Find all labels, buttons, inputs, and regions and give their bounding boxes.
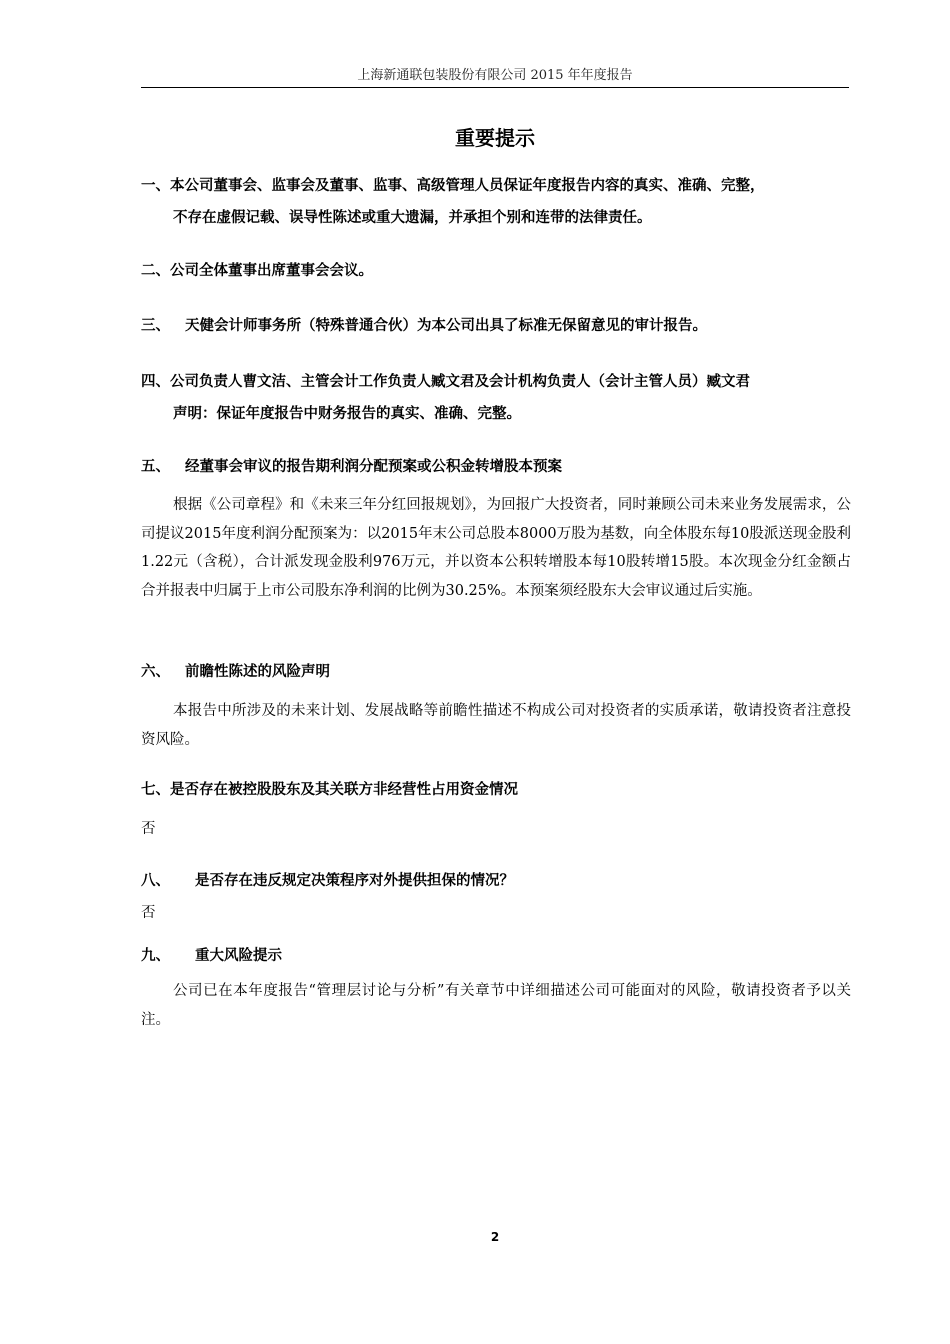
section-5-heading: [141, 451, 851, 483]
section-8-title: 是否存在违反规定决策程序对外提供担保的情况？: [195, 873, 514, 889]
section-5-title: 经董事会审议的报告期利润分配预案或公积金转增股本预案: [185, 459, 562, 475]
section-9-heading: [141, 940, 851, 972]
section-3-text: 天健会计师事务所（特殊普通合伙）为本公司出具了标准无保留意见的审计报告。: [185, 318, 707, 334]
section-7-heading: [141, 774, 851, 806]
page-title: 重要提示: [455, 126, 535, 150]
running-header: 上海新通联包装股份有限公司 2015 年年度报告: [357, 68, 633, 83]
section-4-line1: 公司负责人曹文洁、主管会计工作负责人臧文君及会计机构负责人（会计主管人员）臧文君: [170, 374, 750, 390]
section-2: [141, 255, 851, 287]
section-9-title: 重大风险提示: [195, 948, 282, 964]
section-7-answer: 否: [141, 821, 156, 837]
section-1-line2: 不存在虚假记载、误导性陈述或重大遗漏，并承担个别和连带的法律责任。: [173, 210, 652, 226]
section-3: [141, 310, 851, 342]
section-2-text: 公司全体董事出席董事会会议。: [170, 263, 373, 279]
section-1-line1: 本公司董事会、监事会及董事、监事、高级管理人员保证年度报告内容的真实、准确、完整，: [170, 178, 765, 194]
page-number: 2: [490, 1230, 500, 1244]
section-6-number: 六、: [141, 664, 170, 680]
section-2-number: 二、: [141, 263, 170, 279]
section-7-number: 七、: [141, 782, 170, 798]
section-6-body: 本报告中所涉及的未来计划、发展战略等前瞻性描述不构成公司对投资者的实质承诺，敬请投资者注意投资风险。: [141, 703, 851, 748]
section-6-title: 前瞻性陈述的风险声明: [185, 664, 330, 680]
section-8-number: 八、: [141, 873, 170, 889]
section-9-body: 公司已在本年度报告“管理层讨论与分析”有关章节中详细描述公司可能面对的风险，敬请投资者予以关注。: [141, 983, 851, 1028]
section-6-heading: [141, 656, 851, 688]
section-9-number: 九、: [141, 948, 170, 964]
section-8-heading: [141, 865, 851, 897]
section-3-number: 三、: [141, 318, 170, 334]
section-5-number: 五、: [141, 459, 170, 475]
section-7-title: 是否存在被控股股东及其关联方非经营性占用资金情况: [170, 782, 518, 798]
section-4: [141, 366, 851, 430]
section-1-number: 一、: [141, 178, 170, 194]
section-1: [141, 170, 851, 234]
section-5-body: 根据《公司章程》和《未来三年分红回报规划》，为回报广大投资者，同时兼顾公司未来业务发展需求，公司提议2015年度利润分配预案为：以2015年末公司总股本8000万股为基数，向全体股东每10股派送现金股利1.22元（含税），合计派发现金股利976万元，并以资本公积转增股本每10股转增15股。本次现金分红金额占合并报表中归属于上市公司股东净利润的比例为30.25%。本预案须经股东大会审议通过后实施。: [141, 497, 851, 599]
header-divider: [141, 87, 849, 88]
section-4-number: 四、: [141, 374, 170, 390]
section-8-answer: 否: [141, 905, 156, 921]
section-4-line2: 声明：保证年度报告中财务报告的真实、准确、完整。: [173, 406, 521, 422]
